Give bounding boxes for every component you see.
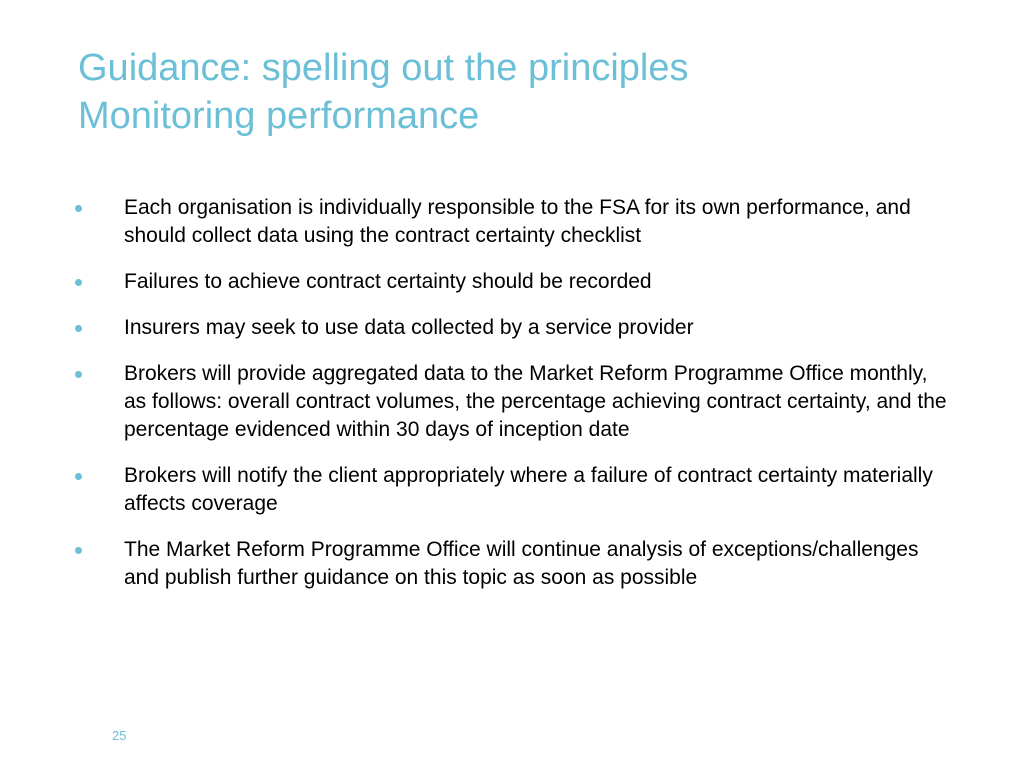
bullet-item (72, 462, 952, 518)
bullet-item (72, 314, 952, 342)
bullet-text: Each organisation is individually responsible to the FSA for its own performance, and should collect data using the contract certainty checklist (124, 196, 911, 247)
bullet-list (72, 194, 952, 610)
title-line-1: Guidance: spelling out the principles (78, 47, 689, 89)
bullet-text: Brokers will notify the client appropriately where a failure of contract certainty materially affects coverage (124, 464, 933, 515)
bullet-dot-icon (75, 547, 82, 554)
page-number: 25 (112, 728, 127, 743)
bullet-item (72, 360, 952, 444)
bullet-item (72, 268, 952, 296)
bullet-text: Brokers will provide aggregated data to the Market Reform Programme Office monthly, as follows: overall contract volumes, the percentage achieving contract certainty, and the percentage evidenced within 30 days of inception date (124, 362, 947, 441)
bullet-text: Insurers may seek to use data collected by a service provider (124, 316, 694, 339)
bullet-text: Failures to achieve contract certainty should be recorded (124, 270, 652, 293)
bullet-text: The Market Reform Programme Office will continue analysis of exceptions/challenges and publish further guidance on this topic as soon as possible (124, 538, 919, 589)
title-line-2: Monitoring performance (78, 95, 480, 137)
bullet-dot-icon (75, 205, 82, 212)
bullet-dot-icon (75, 279, 82, 286)
bullet-dot-icon (75, 473, 82, 480)
bullet-dot-icon (75, 371, 82, 378)
bullet-item (72, 194, 952, 250)
bullet-dot-icon (75, 325, 82, 332)
slide-title (78, 44, 978, 140)
bullet-item (72, 536, 952, 592)
